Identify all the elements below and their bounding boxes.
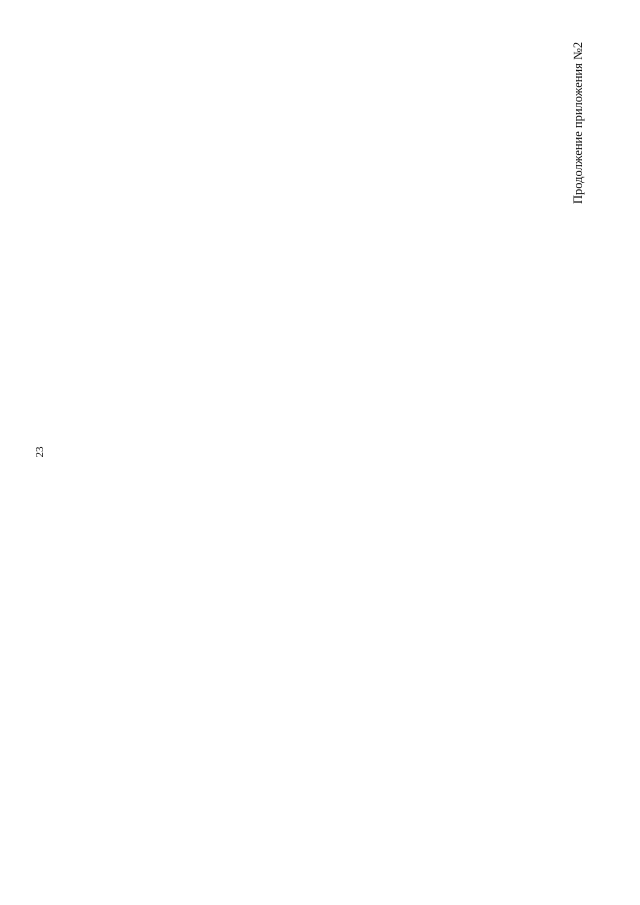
page-number: 23 [34, 446, 46, 458]
continuation-title: Продолжение приложения №2 [571, 41, 585, 204]
